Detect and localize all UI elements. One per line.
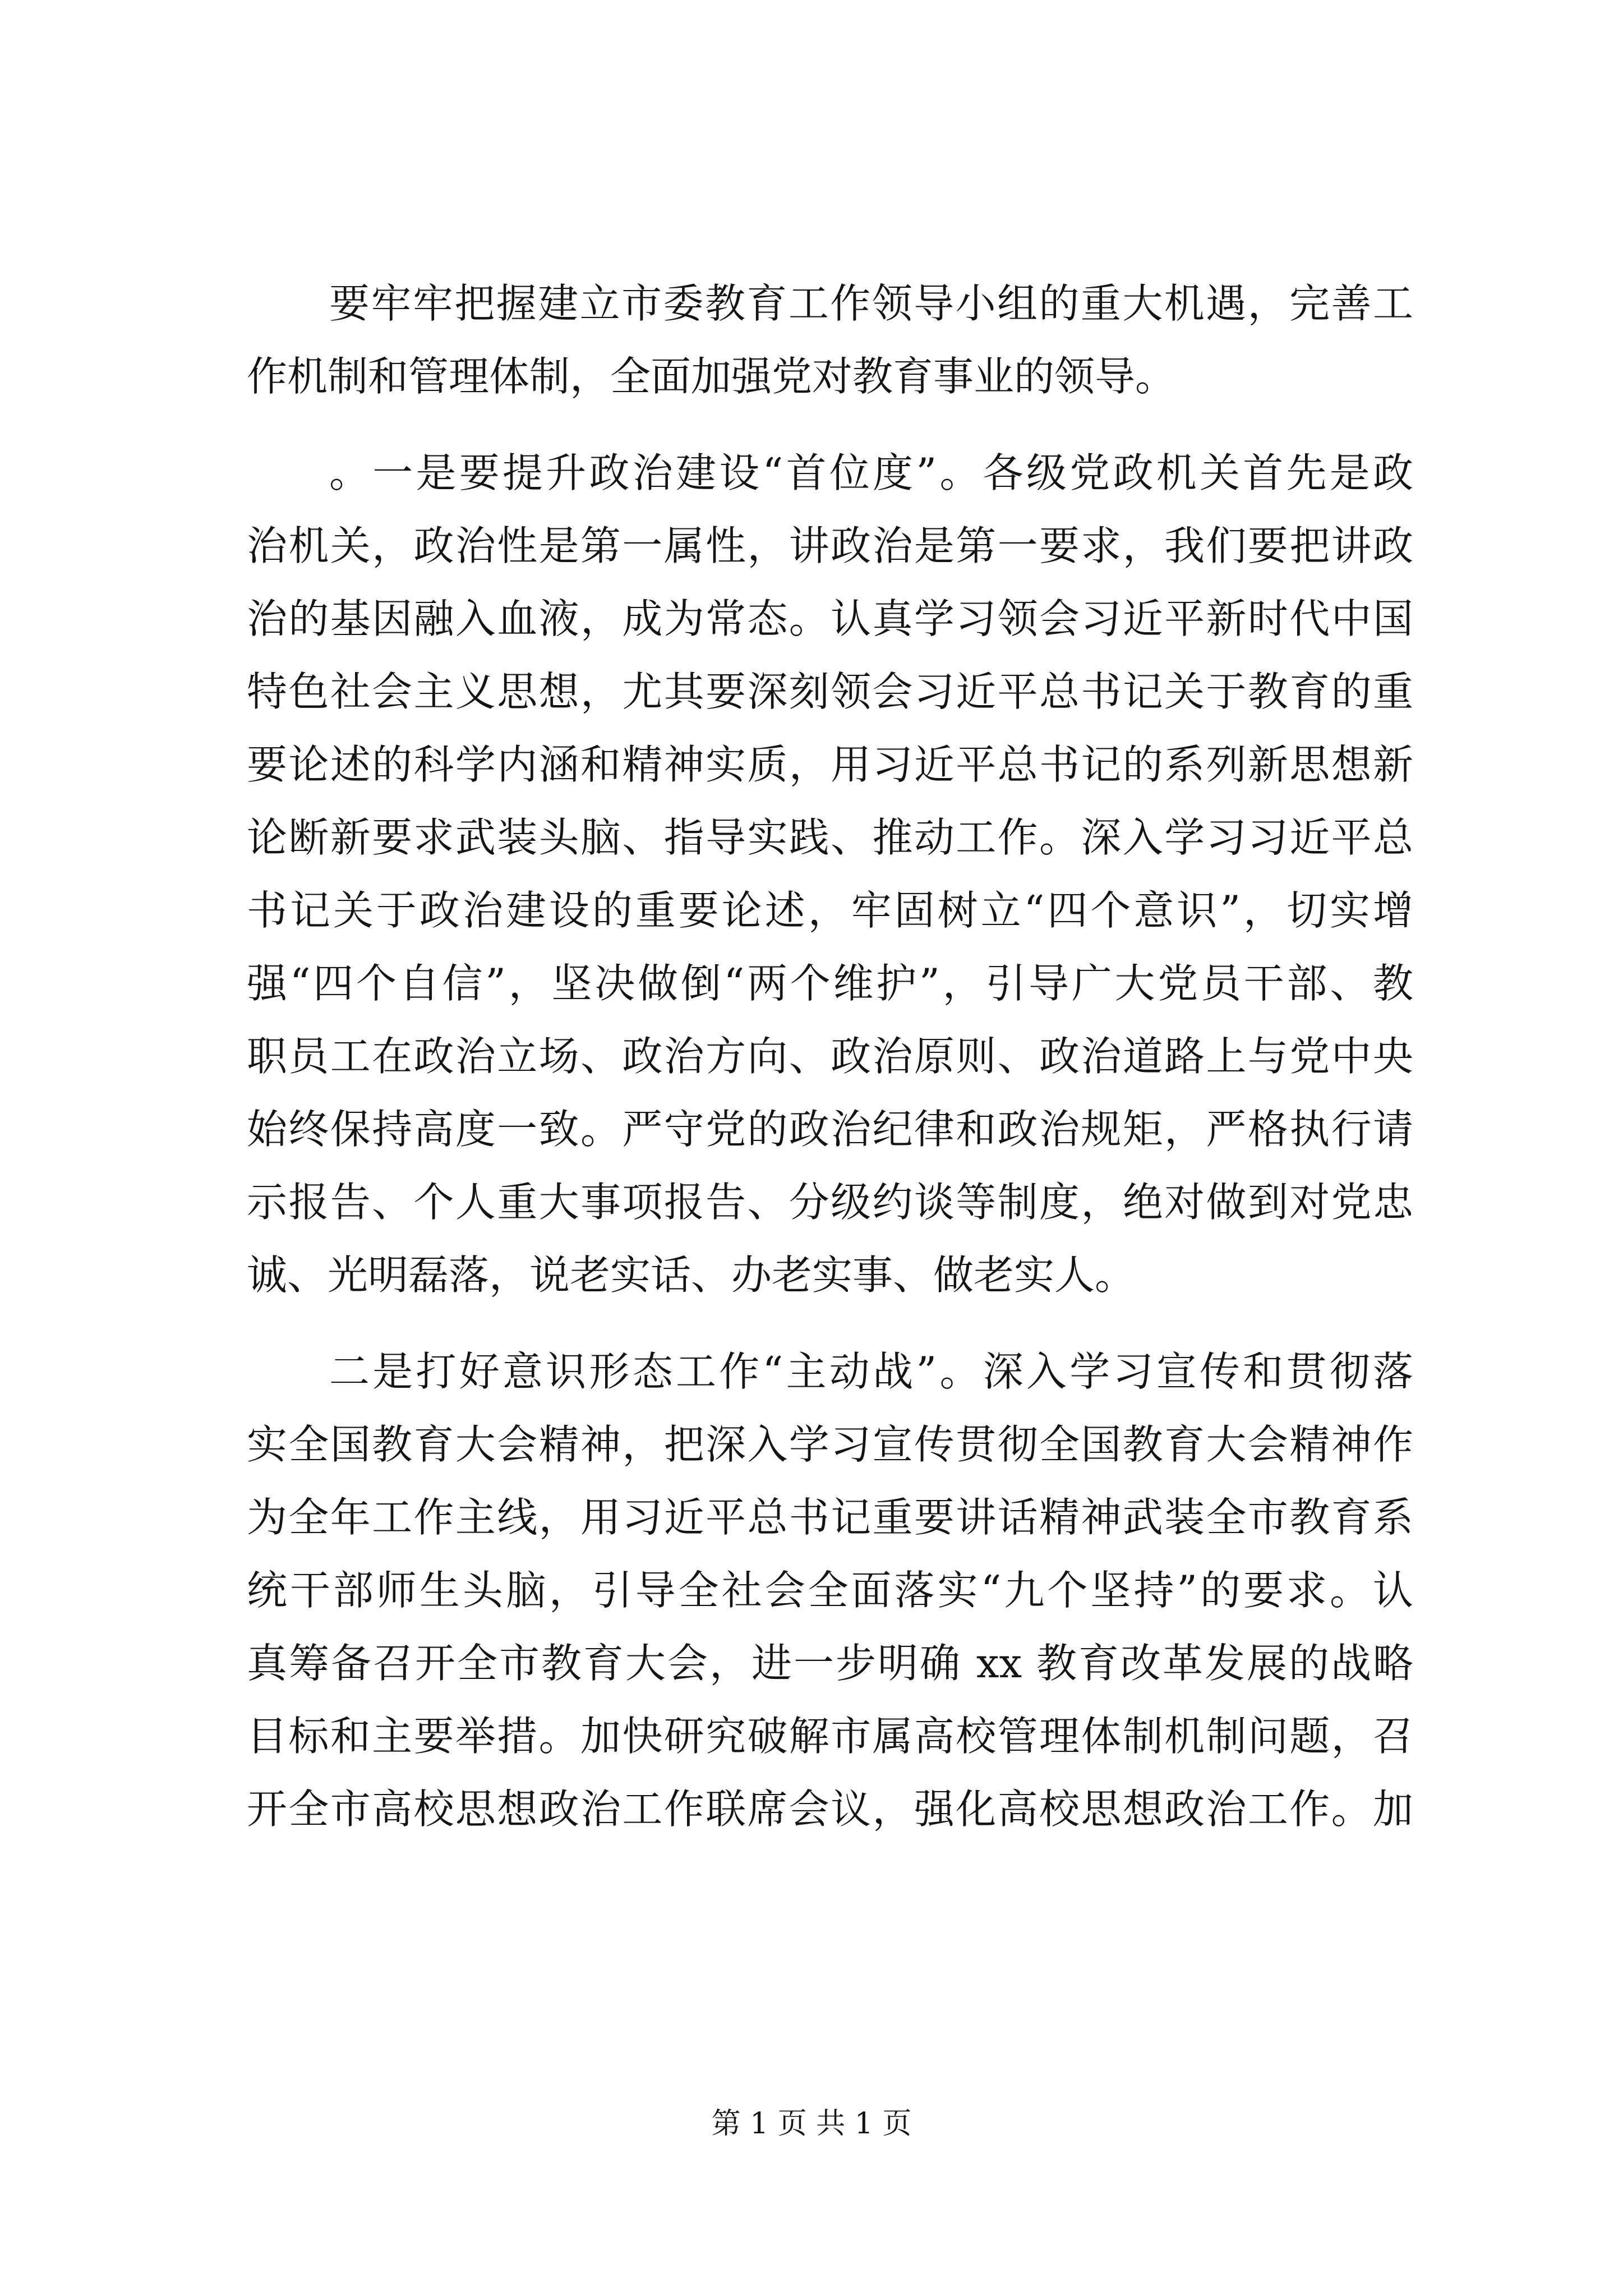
text-line: 。一是要提升政治建设“首位度”。各级党政机关首先是政 [329, 449, 1413, 496]
text-line: 实全国教育大会精神，把深入学习宣传贯彻全国教育大会精神作 [247, 1421, 1413, 1468]
text-line: 治的基因融入血液，成为常态。认真学习领会习近平新时代中国 [247, 595, 1413, 642]
text-line: 二是打好意识形态工作“主动战”。深入学习宣传和贯彻落 [329, 1348, 1413, 1395]
text-line: 书记关于政治建设的重要论述，牢固树立“四个意识”，切实增 [247, 887, 1413, 934]
text-line: 为全年工作主线，用习近平总书记重要讲话精神武装全市教育系 [247, 1494, 1413, 1541]
text-line: 强“四个自信”，坚决做倒“两个维护”，引导广大党员干部、教 [247, 960, 1413, 1007]
text-line: 诚、光明磊落，说老实话、办老实事、做老实人。 [247, 1251, 1136, 1299]
text-line: 治机关，政治性是第一属性，讲政治是第一要求，我们要把讲政 [247, 522, 1413, 569]
text-line: 特色社会主义思想，尤其要深刻领会习近平总书记关于教育的重 [247, 668, 1413, 715]
text-line: 真筹备召开全市教育大会，进一步明确 xx 教育改革发展的战略 [247, 1640, 1413, 1687]
text-line: 统干部师生头脑，引导全社会全面落实“九个坚持”的要求。认 [247, 1567, 1413, 1614]
text-line: 目标和主要举措。加快研究破解市属高校管理体制机制问题，召 [247, 1713, 1413, 1760]
text-line: 论断新要求武装头脑、指导实践、推动工作。深入学习习近平总 [247, 814, 1413, 861]
text-line: 职员工在政治立场、政治方向、政治原则、政治道路上与党中央 [247, 1033, 1413, 1080]
text-line: 始终保持高度一致。严守党的政治纪律和政治规矩，严格执行请 [247, 1106, 1413, 1153]
text-line: 要论述的科学内涵和精神实质，用习近平总书记的系列新思想新 [247, 741, 1413, 788]
text-line: 示报告、个人重大事项报告、分级约谈等制度，绝对做到对党忠 [247, 1179, 1413, 1226]
text-line: 要牢牢把握建立市委教育工作领导小组的重大机遇，完善工 [329, 280, 1413, 327]
text-line: 开全市高校思想政治工作联席会议，强化高校思想政治工作。加 [247, 1786, 1413, 1833]
page-number-footer: 第 1 页 共 1 页 [711, 2107, 912, 2141]
text-line: 作机制和管理体制，全面加强党对教育事业的领导。 [247, 353, 1176, 400]
